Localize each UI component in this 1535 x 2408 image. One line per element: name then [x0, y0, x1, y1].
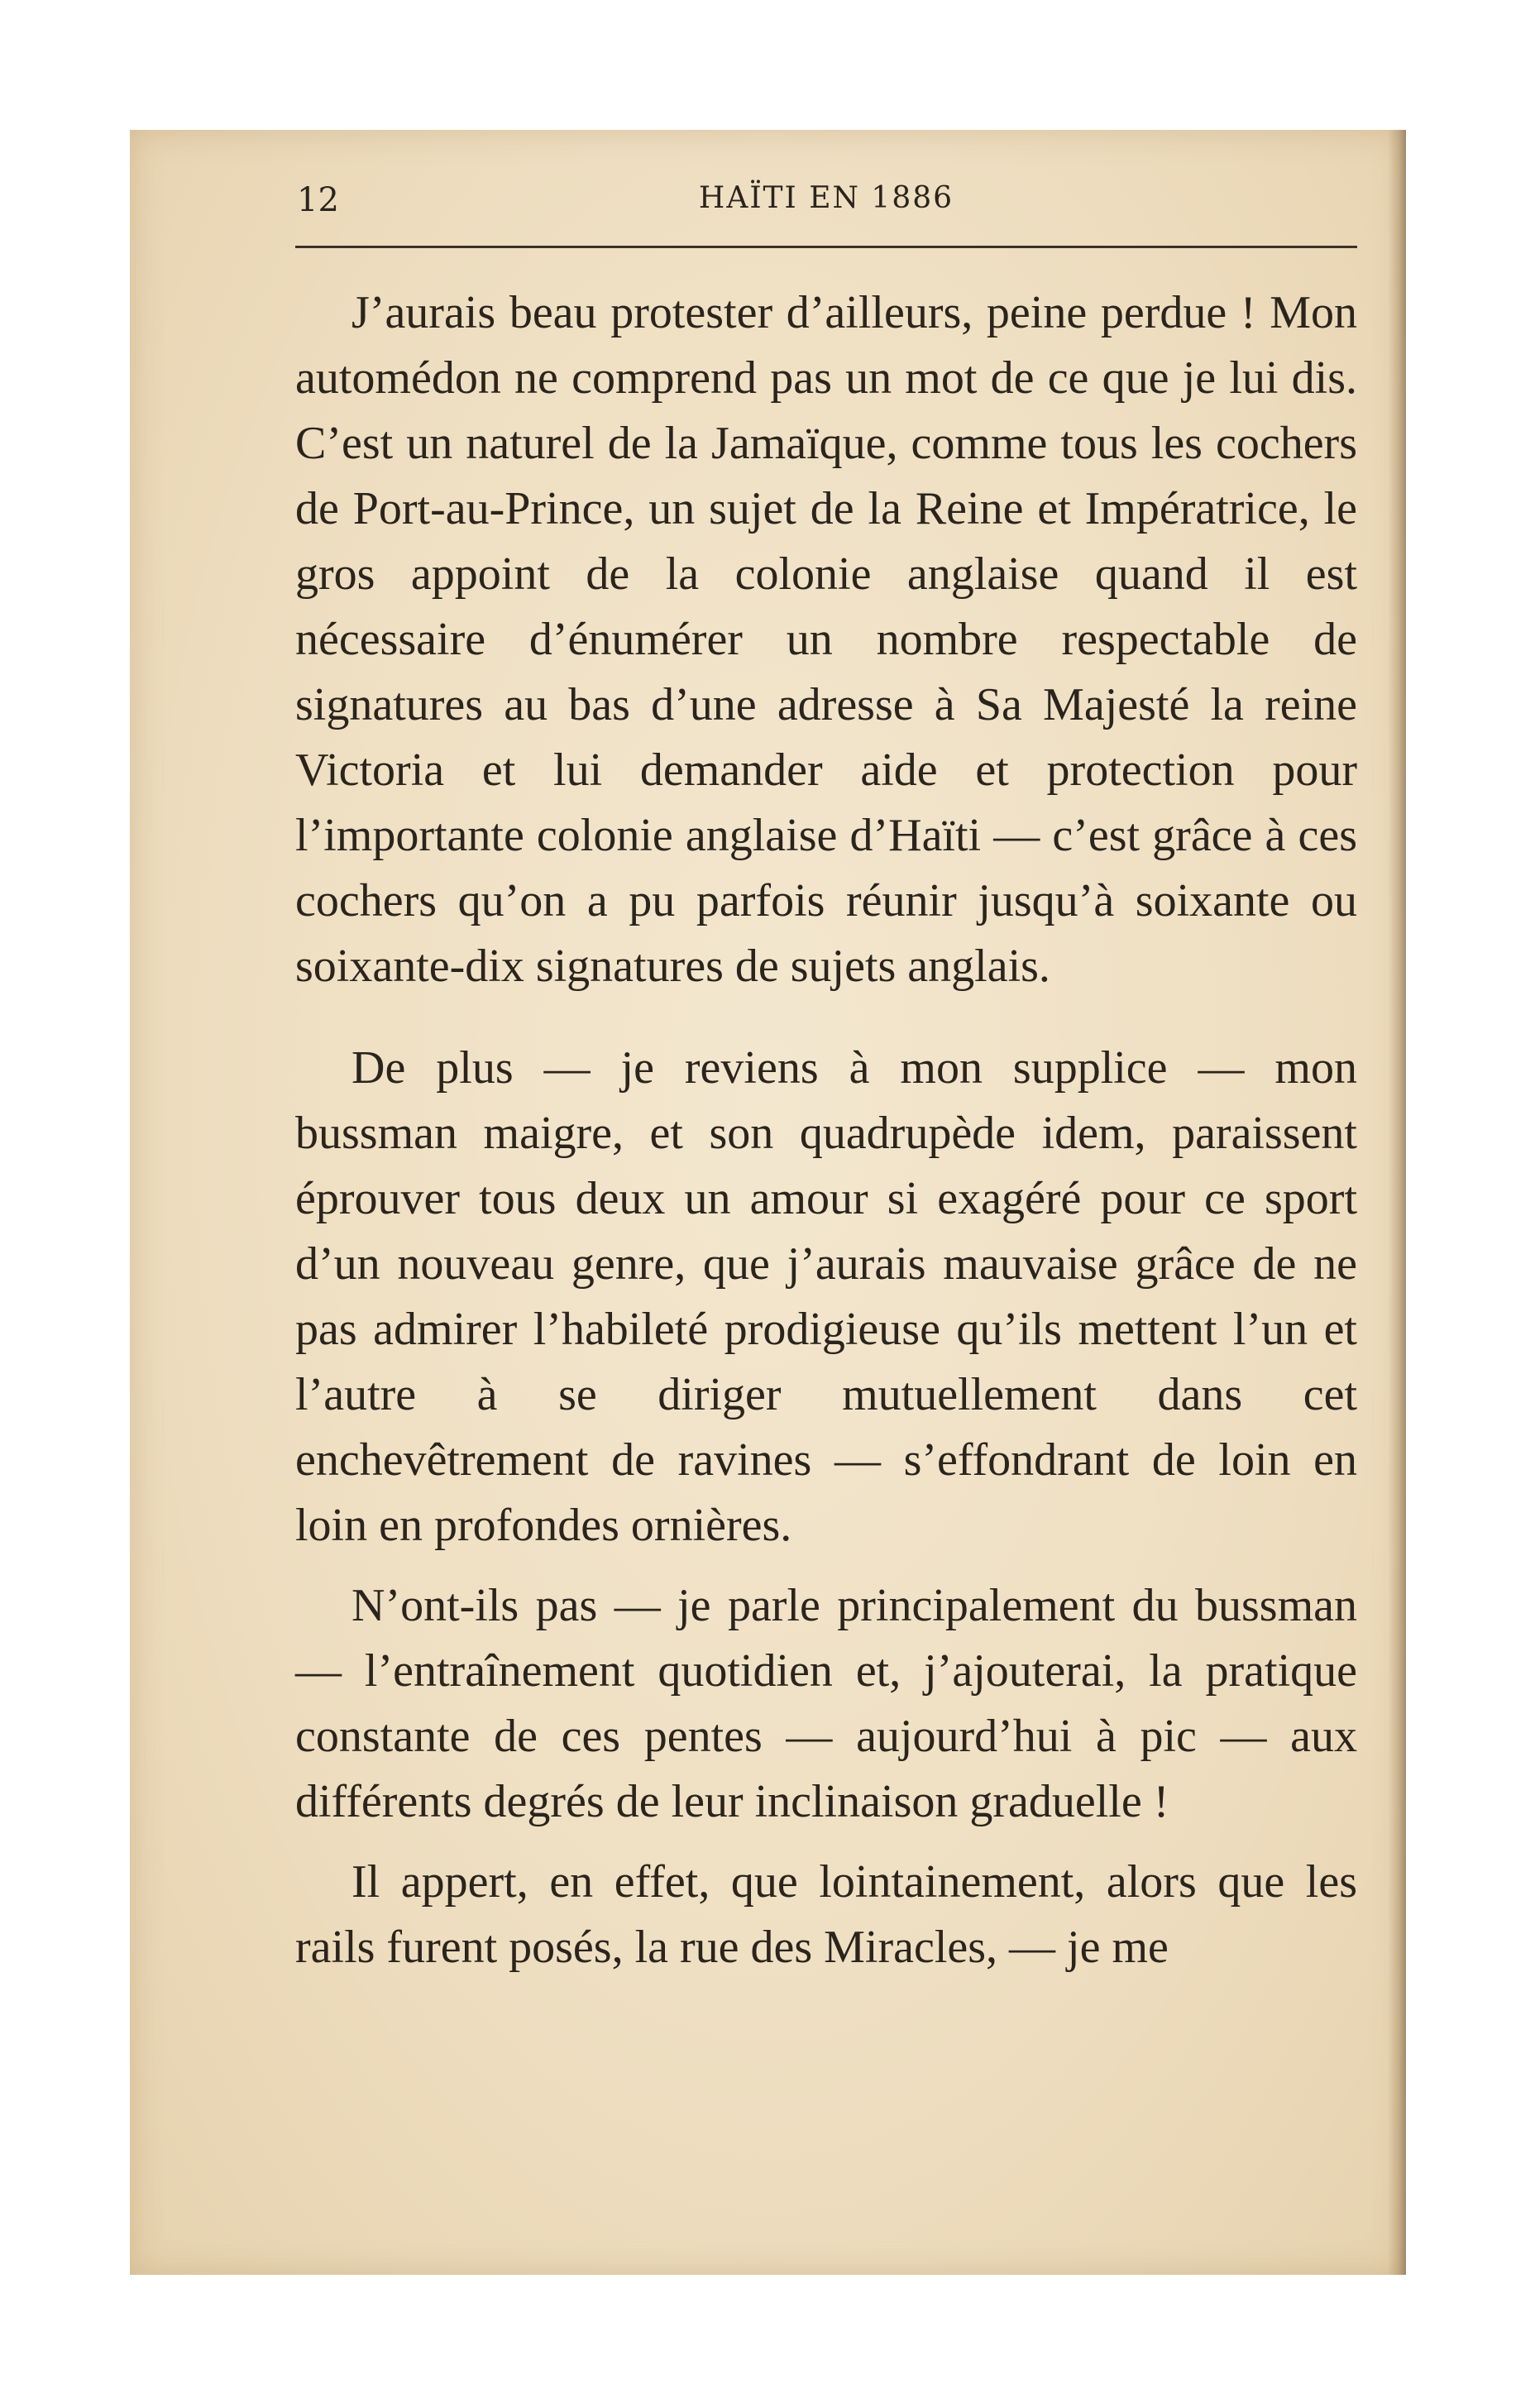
running-title: HAÏTI EN 1886 — [698, 181, 954, 215]
page-header — [297, 181, 1356, 231]
paragraph-3: N’ont-ils pas — je parle principalement du bussman — l’entraînement quotidien et, j’ajouterai, la pratique constante de ces pentes — aujourd’hui à pic — aux différents degrés de leur inclinaison graduelle ! — [295, 1580, 1357, 1827]
paragraph-2: De plus — je reviens à mon supplice — mon bussman maigre, et son quadrupède idem, paraissent éprouver tous deux un amour si exagéré pour ce sport d’un nouveau genre, que j’aurais mauvaise grâce de ne pas admirer l’habileté prodigieuse qu’ils mettent l’un et l’autre à se diriger mutuellement dans cet enchevêtrement de ravines — s’effondrant de loin en loin en profondes ornières. — [295, 1042, 1357, 1551]
paragraph-1: J’aurais beau protester d’ailleurs, peine perdue ! Mon automédon ne comprend pas un mot de ce que je lui dis. C’est un naturel de la Jamaïque, comme tous les cochers de Port-au-Prince, un sujet de la Reine et Impératrice, le gros appoint de la colonie anglaise quand il est nécessaire d’énumérer un nombre respectable de signatures au bas d’une adresse à Sa Majesté la reine Victoria et lui demander aide et protection pour l’importante colonie anglaise d’Haïti — c’est grâce à ces cochers qu’on a pu parfois réunir jusqu’à soixante ou soixante-dix signatures de sujets anglais. — [295, 287, 1357, 992]
body-text — [295, 280, 1357, 1980]
header-rule — [295, 246, 1357, 248]
page-edge-shadow — [1388, 130, 1406, 2275]
book-page — [130, 130, 1406, 2275]
paragraph-4: Il appert, en effet, que lointainement, alors que les rails furent posés, la rue des Miracles, — je me — [295, 1856, 1357, 1973]
page-number: 12 — [297, 181, 339, 219]
